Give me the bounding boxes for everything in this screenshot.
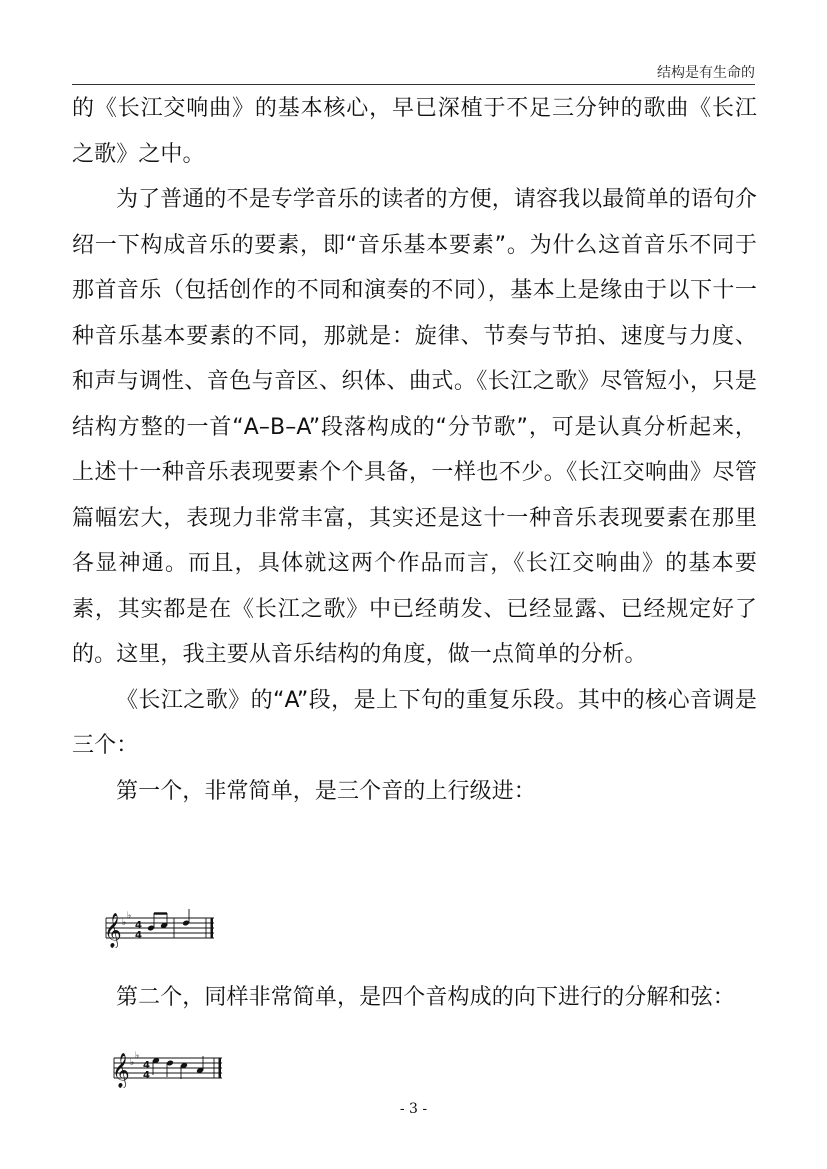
paragraph-elements: 为了普通的不是专学音乐的读者的方便，请容我以最简单的语句介绍一下构成音乐的要素，即“音乐基本要素”。为什么这首音乐不同于那首音乐（包括创作的不同和演奏的不同），基本上是缘由于以下十一种音乐基本要素的不同，那就是：旋律、节奏与节拍、速度与力度、和声与调性、音色与音区、织体、曲式。《长江之歌》尽管短小，只是结构方整的一首“A–B–A”段落构成的“分节歌”，可是认真分析起来，上述十一种音乐表现要素个个具备，一样也不少。《长江交响曲》尽管篇幅宏大，表现力非常丰富，其实还是这十一种音乐表现要素在那里各显神通。而且，具体就这两个作品而言，《长江交响曲》的基本要素，其实都是在《长江之歌》中已经萌发、已经显露、已经规定好了的。这里，我主要从音乐结构的角度，做一点简单的分析。	[72, 187, 757, 667]
music-example-2	[110, 1048, 226, 1088]
treble-clef-icon: 𝄞	[104, 913, 122, 948]
paragraph-continued: 的《长江交响曲》的基本核心，早已深植于不足三分钟的歌曲《长江之歌》之中。	[72, 96, 757, 167]
treble-clef-icon: 𝄞	[112, 1053, 130, 1088]
paragraph-second-motif: 第二个，同样非常简单，是四个音构成的向下进行的分解和弦：	[116, 985, 735, 1010]
flat-sign-e: ♭	[127, 911, 132, 921]
body-text-lower	[72, 975, 757, 1021]
running-header: 结构是有生命的	[657, 65, 755, 81]
flat-sign-b: ♭	[122, 918, 127, 928]
flat-sign-b: ♭	[130, 1058, 135, 1068]
paragraph-a-section: 《长江之歌》的“A”段，是上下句的重复乐段。其中的核心音调是三个：	[72, 687, 757, 758]
flat-sign-e: ♭	[135, 1051, 140, 1061]
time-signature-bottom: 4	[135, 930, 142, 941]
time-signature-top: 4	[135, 920, 142, 931]
time-signature-top: 4	[143, 1060, 150, 1071]
header-rule	[72, 84, 755, 85]
music-example-1	[102, 908, 218, 948]
body-text	[72, 86, 757, 814]
time-signature-bottom: 4	[143, 1070, 150, 1081]
paragraph-first-motif: 第一个，非常简单，是三个音的上行级进：	[116, 778, 536, 804]
page-number: - 3 -	[399, 1101, 428, 1117]
